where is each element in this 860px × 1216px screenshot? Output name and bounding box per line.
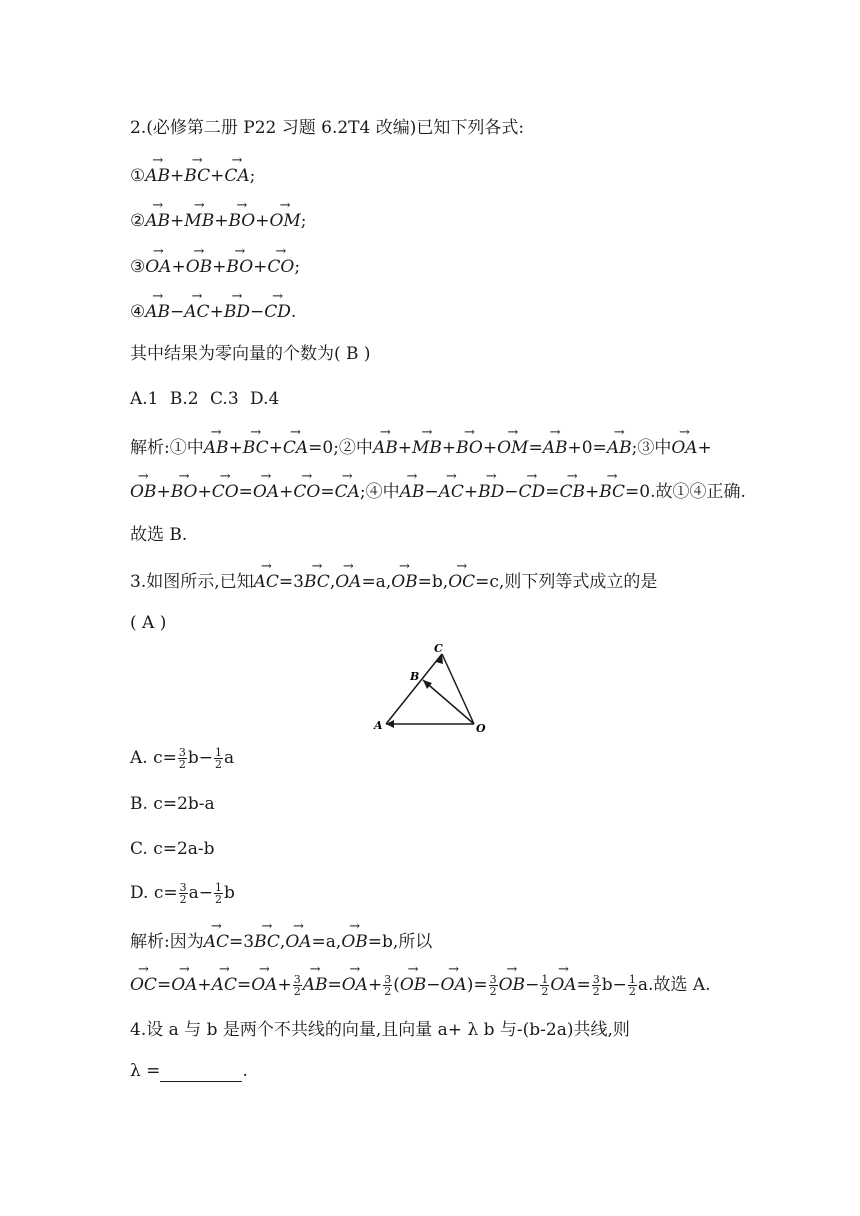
- label-O: O: [476, 722, 486, 735]
- q2-solution-end: 故选 B.: [130, 525, 188, 545]
- q2-item-4: ④→ AB−→ AC+→ BD−→ CD.: [130, 301, 296, 323]
- arrow-B: [423, 680, 432, 689]
- label-C: C: [434, 642, 443, 655]
- q3-answer: ( A ): [130, 613, 167, 633]
- label-B: B: [410, 670, 420, 683]
- q3-solution-line2: → OC=→ OA+→ AC=→ OA+ $\frac{3}{2}$ → AB=→ OA+ $\frac{3}{2}$ (→ OB−→ OA)= $\frac{3}{2}$ → OB− $\frac{1}{2}$ → OA= $\frac{3}{2}$ b− $\frac{1}{2}$ a.故选 A.: [130, 974, 711, 997]
- label-A: A: [374, 719, 383, 732]
- q4-text: 4.设 a 与 b 是两个不共线的向量,且向量 a+ λ b 与-(b-2a)共线,则: [130, 1020, 630, 1040]
- q3-option-d: D. c= $\frac{3}{2}$ a− $\frac{1}{2}$ b: [130, 881, 235, 906]
- q3-option-a: A. c= $\frac{3}{2}$ b− $\frac{1}{2}$ a: [130, 746, 235, 771]
- q2-item-2: ②→ AB+→ MB+→ BO+→ OM;: [130, 210, 307, 232]
- q3-solution-line1: 解析:因为→ AC=3→ BC,→ OA=a,→ OB=b,所以: [130, 931, 432, 953]
- q3-option-c: C. c=2a-b: [130, 839, 215, 859]
- q2-prompt: 其中结果为零向量的个数为( B ): [130, 344, 371, 364]
- arrow-A: [386, 720, 394, 728]
- q4-lambda-line: λ = .: [130, 1061, 248, 1081]
- q3-option-b: B. c=2b-a: [130, 794, 215, 814]
- q3-triangle-figure: [370, 640, 500, 740]
- q2-item-3: ③→ OA+→ OB+→ BO+→ CO;: [130, 256, 300, 278]
- q2-solution-line1: 解析:①中→ AB+→ BC+→ CA=0;②中→ AB+→ MB+→ BO+→ OM=→ AB+0=→ AB;③中→ OA+: [130, 437, 712, 459]
- q2-title: 2.(必修第二册 P22 习题 6.2T4 改编)已知下列各式:: [130, 118, 525, 138]
- q2-solution-line2: → OB+→ BO+→ CO=→ OA+→ CO=→ CA;④中→ AB−→ AC+→ BD−→ CD=→ CB+→ BC=0.故①④正确.: [130, 481, 746, 503]
- q2-item-1: ①→ AB+→ BC+→ CA;: [130, 165, 255, 187]
- q4-answer-blank[interactable]: [160, 1065, 242, 1082]
- q3-title: 3.如图所示,已知→ AC=3→ BC,→ OA=a,→ OB=b,→ OC=c,则下列等式成立的是: [130, 571, 657, 593]
- q2-options: A.1 B.2 C.3 D.4: [130, 389, 280, 409]
- segment-CO: [442, 654, 474, 724]
- segment-OB: [423, 680, 474, 724]
